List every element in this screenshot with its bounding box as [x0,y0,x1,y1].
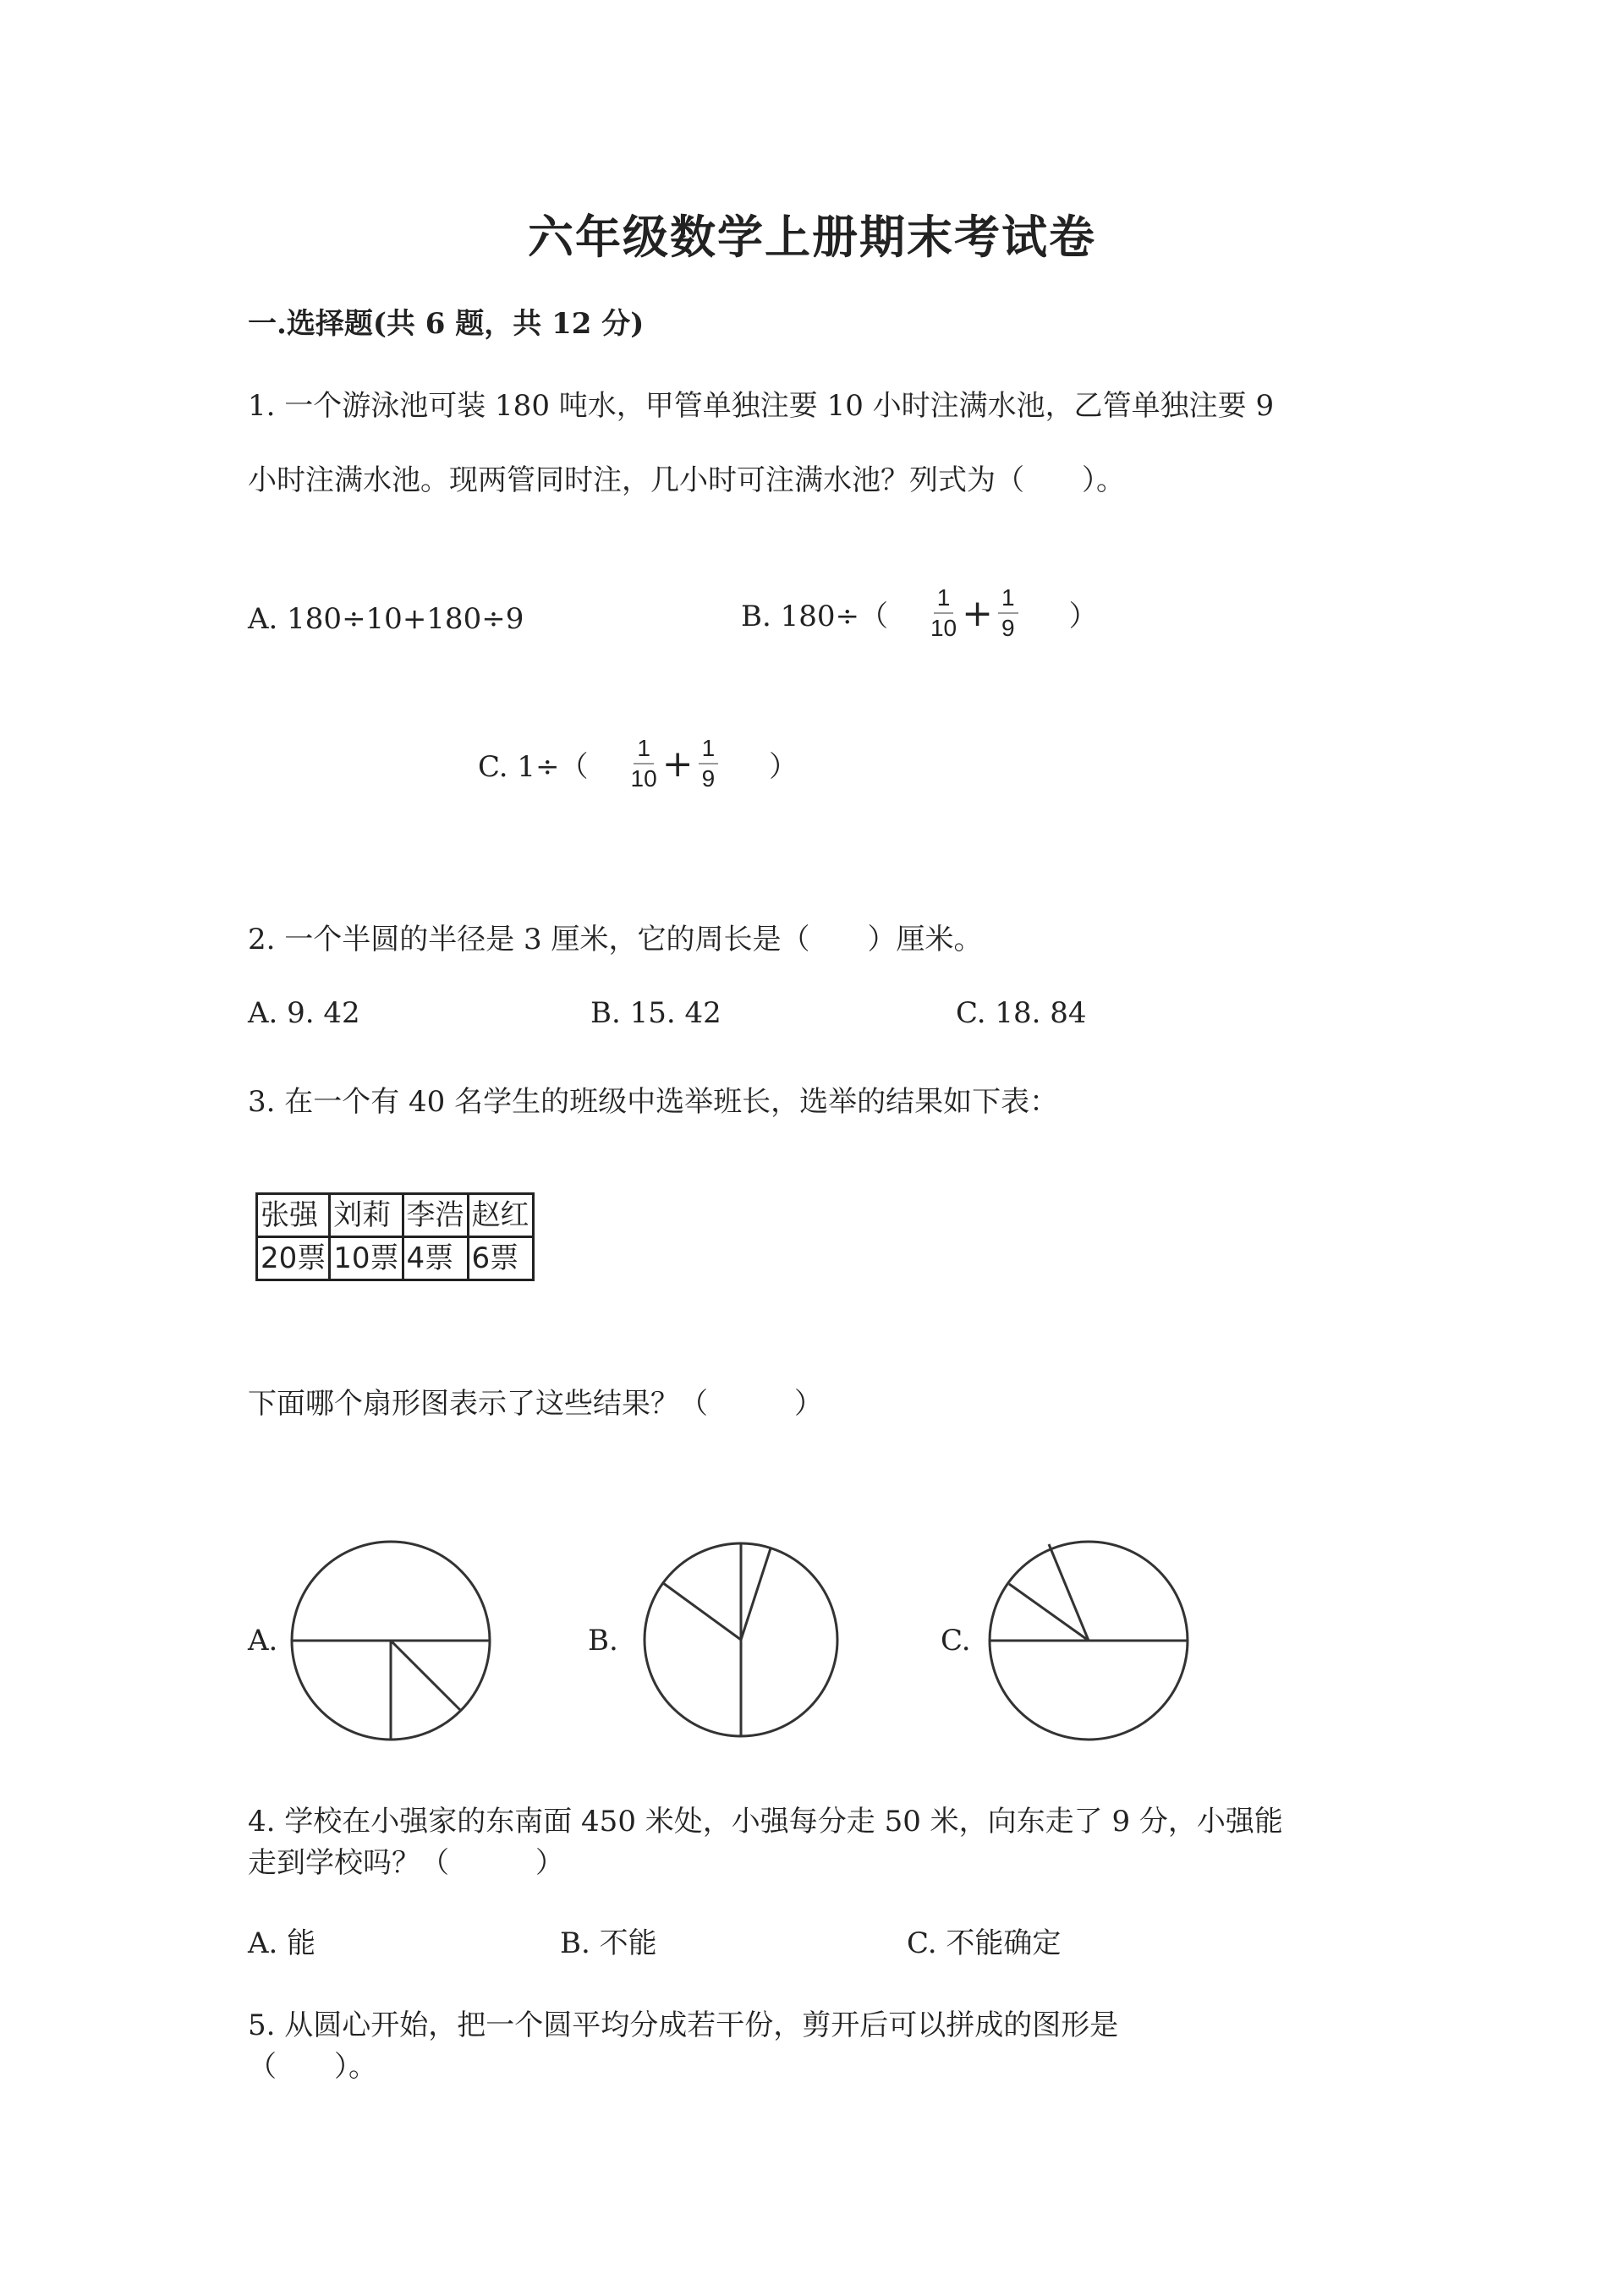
q4-option-a: A. 能 [248,1926,316,1960]
table-cell: 6票 [468,1237,533,1280]
table-cell: 张强 [257,1194,330,1237]
plus-sign: + [962,591,994,635]
q1-text-line2: 小时注满水池。现两管同时注，几小时可注满水池？列式为（ ）。 [248,463,1125,497]
fraction-1-10: $\frac{1}{10}$ [930,584,957,641]
q1-option-c [478,734,798,793]
q5-text-line2: （ ）。 [248,2050,377,2084]
table-cell: 4票 [403,1237,468,1280]
pie-b-label: B. [588,1624,618,1658]
table-cell: 20票 [257,1237,330,1280]
q3-text: 3. 在一个有 40 名学生的班级中选举班长，选举的结果如下表： [248,1085,1059,1119]
q1-option-b [741,584,1098,643]
table-cell: 10票 [330,1237,403,1280]
q4-text-line1: 4. 学校在小强家的东南面 450 米处，小强每分走 50 米，向东走了 9 分，小强能 [248,1805,1283,1838]
fraction-1-10: $\frac{1}{10}$ [630,735,657,792]
q2-text: 2. 一个半圆的半径是 3 厘米，它的周长是（ ）厘米。 [248,923,983,956]
table-cell: 刘莉 [330,1194,403,1237]
q1-text-line1: 1. 一个游泳池可装 180 吨水，甲管单独注要 10 小时注满水池，乙管单独注要 9 [248,389,1275,423]
close-paren: ） [769,749,798,784]
q1-option-b-prefix: B. 180÷（ [741,599,888,633]
votes-table [255,1192,535,1281]
table-cell: 赵红 [468,1194,533,1237]
q4-text-line2: 走到学校吗？（ ） [248,1846,564,1880]
q2-option-b: B. 15. 42 [590,996,721,1030]
page-title: 六年级数学上册期末考试卷 [528,210,1096,264]
pie-chart-b [642,1541,840,1739]
plus-sign: + [661,742,694,786]
table-row-names [257,1194,534,1237]
pie-a-label: A. [248,1624,278,1658]
q4-option-c: C. 不能确定 [907,1926,1062,1960]
q4-option-b: B. 不能 [560,1926,657,1960]
pie-chart-c [985,1537,1192,1744]
pie-c-label: C. [941,1624,971,1658]
q1-option-a: A. 180÷10+180÷9 [248,602,524,636]
close-paren: ） [1068,599,1098,633]
q3-question: 下面哪个扇形图表示了这些结果？（ ） [248,1387,823,1421]
q1-option-c-prefix: C. 1÷（ [478,749,589,784]
table-row-votes [257,1237,534,1280]
section-heading: 一.选择题(共 6 题，共 12 分) [248,307,645,341]
fraction-1-9: $\frac{1}{9}$ [998,584,1018,643]
q5-text-line1: 5. 从圆心开始，把一个圆平均分成若干份，剪开后可以拼成的图形是 [248,2008,1119,2042]
table-cell: 李浩 [403,1194,468,1237]
q2-option-c: C. 18. 84 [956,996,1087,1030]
fraction-1-9: $\frac{1}{9}$ [699,734,719,793]
pie-chart-a [288,1537,494,1744]
q2-option-a: A. 9. 42 [248,996,360,1030]
